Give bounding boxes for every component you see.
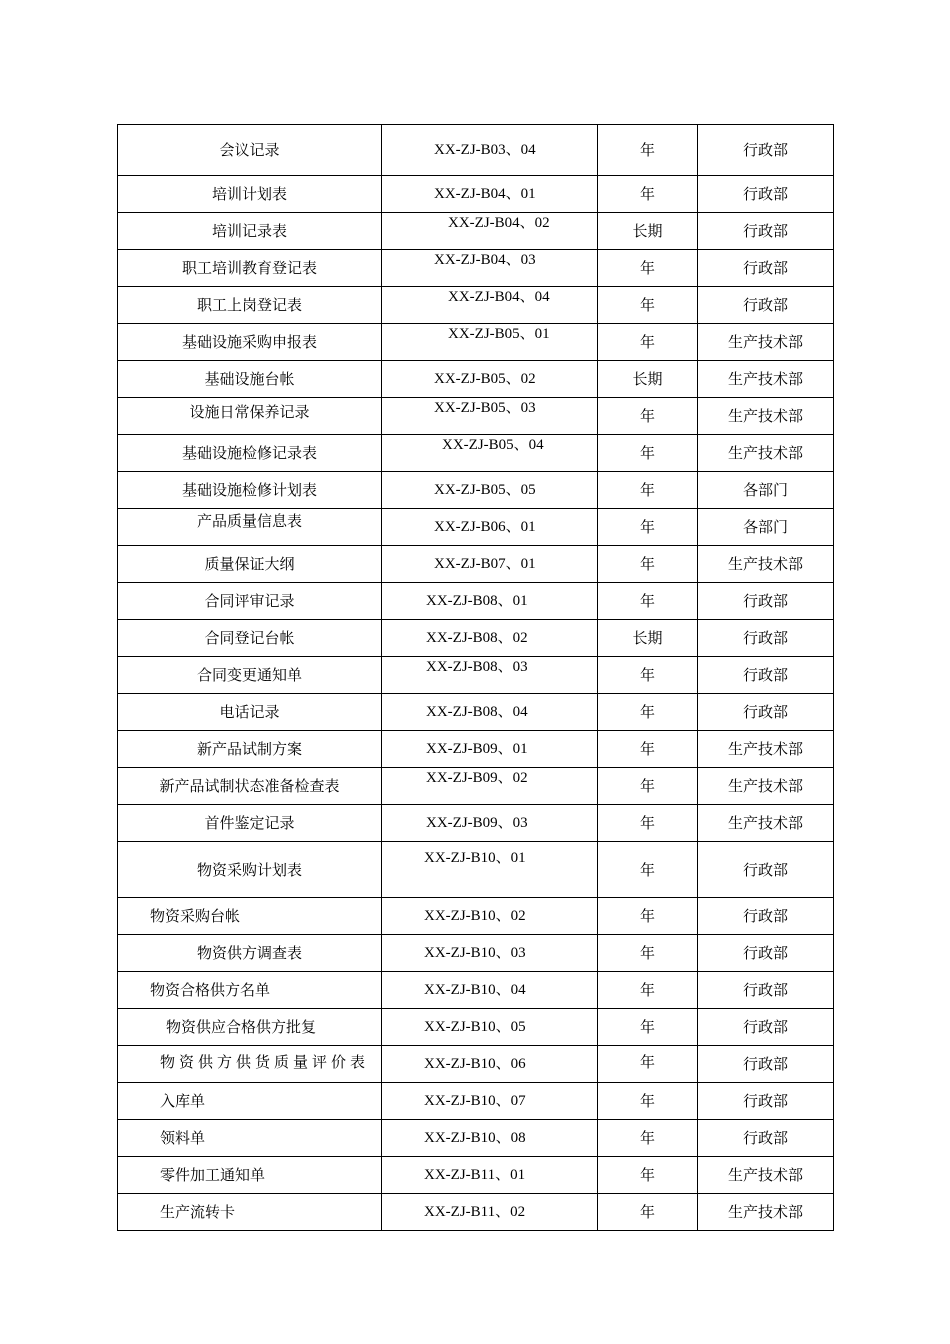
retention-term: 年 — [598, 176, 698, 213]
retention-term: 年 — [598, 657, 698, 694]
record-code: XX-ZJ-B05、05 — [382, 472, 598, 509]
record-name: 职工培训教育登记表 — [118, 250, 382, 287]
department: 行政部 — [698, 657, 834, 694]
retention-term: 年 — [598, 731, 698, 768]
record-code-text: XX-ZJ-B04、02 — [448, 215, 550, 231]
table-row — [118, 361, 834, 398]
department: 生产技术部 — [698, 398, 834, 435]
record-code: XX-ZJ-B10、04 — [382, 972, 598, 1009]
record-name-text: 物资供方供货质量评价表 — [160, 1053, 370, 1071]
record-code — [382, 287, 598, 324]
retention-term: 年 — [598, 1194, 698, 1231]
retention-term: 年 — [598, 935, 698, 972]
department: 行政部 — [698, 898, 834, 935]
record-name: 入库单 — [118, 1083, 382, 1120]
table-row — [118, 287, 834, 324]
retention-term: 年 — [598, 125, 698, 176]
record-code: XX-ZJ-B06、01 — [382, 509, 598, 546]
record-name: 新产品试制状态准备检查表 — [118, 768, 382, 805]
retention-term: 年 — [598, 250, 698, 287]
table-row — [118, 1194, 834, 1231]
department: 行政部 — [698, 935, 834, 972]
retention-term: 年 — [598, 509, 698, 546]
record-name: 培训计划表 — [118, 176, 382, 213]
department: 行政部 — [698, 842, 834, 898]
record-name: 合同变更通知单 — [118, 657, 382, 694]
retention-term: 年 — [598, 1009, 698, 1046]
table-row — [118, 1083, 834, 1120]
table-row — [118, 398, 834, 435]
record-code: XX-ZJ-B08、01 — [382, 583, 598, 620]
record-name: 基础设施采购申报表 — [118, 324, 382, 361]
table-row — [118, 805, 834, 842]
record-name: 物资供应合格供方批复 — [118, 1009, 382, 1046]
retention-term: 年 — [598, 435, 698, 472]
record-code — [382, 213, 598, 250]
department: 行政部 — [698, 620, 834, 657]
record-code: XX-ZJ-B10、03 — [382, 935, 598, 972]
record-code: XX-ZJ-B09、01 — [382, 731, 598, 768]
department: 行政部 — [698, 1046, 834, 1083]
retention-term: 年 — [598, 1157, 698, 1194]
record-code: XX-ZJ-B10、06 — [382, 1046, 598, 1083]
record-code — [382, 842, 598, 898]
retention-term: 年 — [598, 805, 698, 842]
retention-term: 年 — [598, 694, 698, 731]
record-name: 生产流转卡 — [118, 1194, 382, 1231]
table-row — [118, 898, 834, 935]
record-name: 基础设施检修计划表 — [118, 472, 382, 509]
record-name: 零件加工通知单 — [118, 1157, 382, 1194]
department: 行政部 — [698, 176, 834, 213]
retention-term — [598, 1046, 698, 1083]
record-code-text: XX-ZJ-B04、04 — [448, 289, 550, 305]
record-code-text: XX-ZJ-B05、01 — [448, 326, 550, 342]
record-code: XX-ZJ-B10、05 — [382, 1009, 598, 1046]
retention-term: 年 — [598, 898, 698, 935]
record-code: XX-ZJ-B10、07 — [382, 1083, 598, 1120]
record-code-text: XX-ZJ-B05、04 — [442, 437, 544, 453]
retention-term: 年 — [598, 583, 698, 620]
record-code-text: XX-ZJ-B05、03 — [434, 400, 536, 416]
retention-term: 年 — [598, 972, 698, 1009]
table-row — [118, 935, 834, 972]
record-code — [382, 398, 598, 435]
department: 生产技术部 — [698, 805, 834, 842]
record-name-text: 产品质量信息表 — [196, 512, 302, 530]
table-row — [118, 1009, 834, 1046]
record-code: XX-ZJ-B10、08 — [382, 1120, 598, 1157]
record-code: XX-ZJ-B11、02 — [382, 1194, 598, 1231]
record-name: 新产品试制方案 — [118, 731, 382, 768]
record-code — [382, 435, 598, 472]
table-row — [118, 213, 834, 250]
table-row — [118, 1157, 834, 1194]
record-name: 合同登记台帐 — [118, 620, 382, 657]
record-code — [382, 768, 598, 805]
retention-term: 年 — [598, 472, 698, 509]
record-code: XX-ZJ-B08、04 — [382, 694, 598, 731]
record-code-text: XX-ZJ-B10、01 — [424, 849, 526, 866]
record-code: XX-ZJ-B10、02 — [382, 898, 598, 935]
retention-term: 长期 — [598, 361, 698, 398]
retention-term: 长期 — [598, 620, 698, 657]
department: 生产技术部 — [698, 768, 834, 805]
record-code-text: XX-ZJ-B08、03 — [426, 659, 528, 675]
department: 行政部 — [698, 1120, 834, 1157]
record-code: XX-ZJ-B11、01 — [382, 1157, 598, 1194]
record-name: 职工上岗登记表 — [118, 287, 382, 324]
department: 生产技术部 — [698, 1157, 834, 1194]
department: 各部门 — [698, 509, 834, 546]
table-row — [118, 657, 834, 694]
department: 生产技术部 — [698, 361, 834, 398]
retention-term: 年 — [598, 1120, 698, 1157]
record-name — [118, 1046, 382, 1083]
department: 行政部 — [698, 287, 834, 324]
retention-term: 年 — [598, 768, 698, 805]
department: 生产技术部 — [698, 546, 834, 583]
record-code: XX-ZJ-B05、02 — [382, 361, 598, 398]
record-name: 领料单 — [118, 1120, 382, 1157]
records-table — [117, 124, 834, 1231]
department: 生产技术部 — [698, 324, 834, 361]
table-row — [118, 546, 834, 583]
record-name: 电话记录 — [118, 694, 382, 731]
table-row — [118, 125, 834, 176]
department: 行政部 — [698, 694, 834, 731]
record-code — [382, 657, 598, 694]
department: 行政部 — [698, 1083, 834, 1120]
table-row — [118, 509, 834, 546]
record-code-text: XX-ZJ-B09、02 — [426, 770, 528, 786]
record-name: 基础设施台帐 — [118, 361, 382, 398]
record-name: 合同评审记录 — [118, 583, 382, 620]
record-name: 物资采购台帐 — [118, 898, 382, 935]
record-code: XX-ZJ-B08、02 — [382, 620, 598, 657]
record-name: 物资供方调查表 — [118, 935, 382, 972]
table-row — [118, 1120, 834, 1157]
table-row — [118, 731, 834, 768]
record-name — [118, 398, 382, 435]
table-row — [118, 620, 834, 657]
department: 行政部 — [698, 125, 834, 176]
department: 生产技术部 — [698, 731, 834, 768]
department: 行政部 — [698, 972, 834, 1009]
department: 各部门 — [698, 472, 834, 509]
record-code: XX-ZJ-B09、03 — [382, 805, 598, 842]
table-row — [118, 1046, 834, 1083]
record-name: 培训记录表 — [118, 213, 382, 250]
retention-term: 年 — [598, 287, 698, 324]
table-row — [118, 176, 834, 213]
table-row — [118, 472, 834, 509]
record-name-text: 设施日常保养记录 — [189, 403, 310, 421]
record-name: 物资合格供方名单 — [118, 972, 382, 1009]
record-name: 物资采购计划表 — [118, 842, 382, 898]
table-row — [118, 583, 834, 620]
department: 行政部 — [698, 250, 834, 287]
retention-term: 长期 — [598, 213, 698, 250]
record-name: 会议记录 — [118, 125, 382, 176]
retention-term: 年 — [598, 324, 698, 361]
retention-term: 年 — [598, 398, 698, 435]
department: 生产技术部 — [698, 1194, 834, 1231]
department: 生产技术部 — [698, 435, 834, 472]
table-row — [118, 768, 834, 805]
table-row — [118, 324, 834, 361]
retention-term: 年 — [598, 842, 698, 898]
table-row — [118, 842, 834, 898]
table-row — [118, 972, 834, 1009]
record-code — [382, 324, 598, 361]
department: 行政部 — [698, 583, 834, 620]
retention-term: 年 — [598, 546, 698, 583]
record-code: XX-ZJ-B04、01 — [382, 176, 598, 213]
record-name — [118, 509, 382, 546]
table-row — [118, 250, 834, 287]
record-name: 首件鉴定记录 — [118, 805, 382, 842]
department: 行政部 — [698, 1009, 834, 1046]
department: 行政部 — [698, 213, 834, 250]
retention-term: 年 — [598, 1083, 698, 1120]
retention-term-text: 年 — [639, 1053, 655, 1071]
record-code-text: XX-ZJ-B04、03 — [434, 252, 536, 268]
record-name: 基础设施检修记录表 — [118, 435, 382, 472]
record-name: 质量保证大纲 — [118, 546, 382, 583]
table-row — [118, 435, 834, 472]
table-row — [118, 694, 834, 731]
record-code — [382, 250, 598, 287]
record-code: XX-ZJ-B07、01 — [382, 546, 598, 583]
record-code: XX-ZJ-B03、04 — [382, 125, 598, 176]
